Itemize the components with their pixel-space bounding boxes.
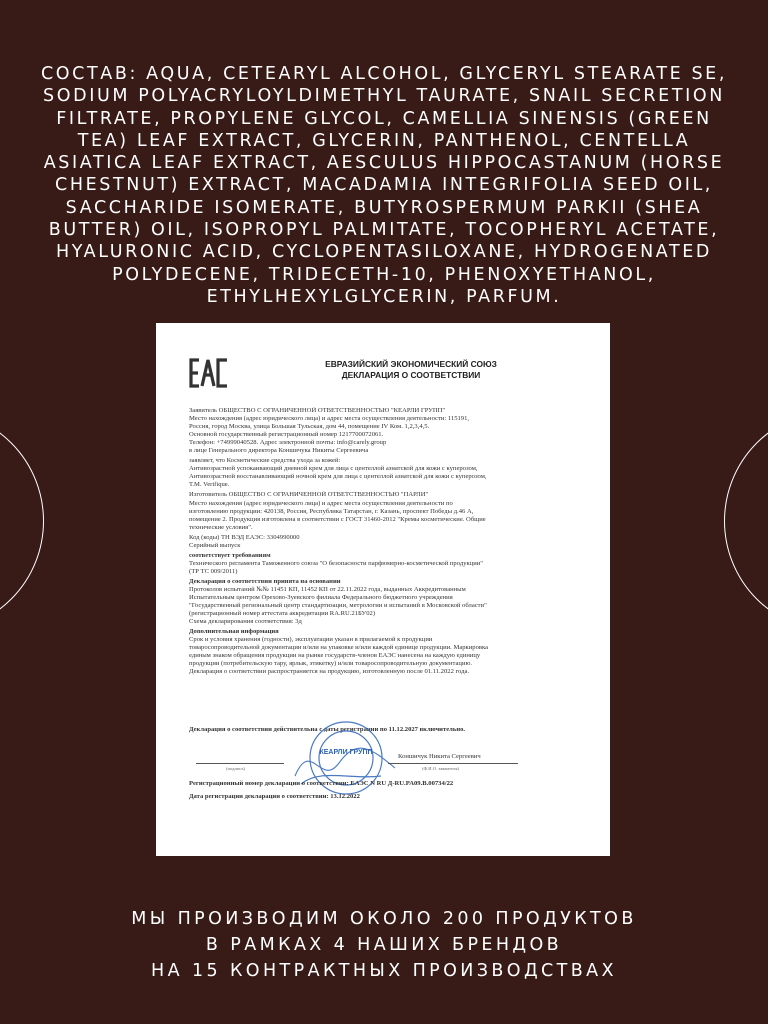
certificate-line: Телефон: +74999040528. Адрес электронной почты: info@carely.group — [189, 439, 387, 447]
certificate-line: Схема декларирования соответствия: 3д — [189, 618, 302, 626]
certificate-line: Изготовитель ОБЩЕСТВО С ОГРАНИЧЕННОЙ ОТВЕТСТВЕННОСТЬЮ "ПАРЛИ" — [189, 491, 429, 499]
footer-line: В РАМКАХ 4 НАШИХ БРЕНДОВ — [205, 935, 563, 955]
certificate-line: (регистрационный номер аттестата аккредитации RA.RU.21БУ02) — [189, 610, 376, 618]
certificate-line: Место нахождения (адрес юридического лица) и адрес места осуществления деятельности по — [189, 499, 453, 507]
certificate-line: Место нахождения (адрес юридического лица) и адрес места осуществления деятельности: 115191, — [189, 415, 470, 423]
ingredients-line: BUTTER) OIL, ISOPROPYL PALMITATE, TOCOPHERYL ACETATE, — [48, 220, 720, 241]
certificate-line: Срок и условия хранения (годности), эксплуатации указан в прилагаемой к продукции — [189, 636, 433, 644]
ingredients-line: HYALURONIC ACID, CYCLOPENTASILOXANE, HYDROGENATED — [55, 242, 712, 263]
signature-caption: (подпись) — [226, 766, 246, 771]
certificate-line: Декларация о соответствии распространяется на продукцию, изготовленную после 01.11.2022 года. — [189, 668, 470, 676]
decorative-arc-right — [724, 410, 768, 632]
certificate-line: Технического регламента Таможенного союза "О безопасности парфюмерно-косметической продукции" — [189, 559, 483, 567]
registration-date: Дата регистрации декларации о соответствии: 13.12.2022 — [189, 793, 360, 800]
certificate-line: (ТР ТС 009/2011) — [189, 567, 238, 575]
certificate-line: в лице Генерального директора Коншичука Никиты Сергеевича — [189, 447, 369, 455]
ingredients-line: FILTRATE, PROPYLENE GLYCOL, CAMELLIA SINENSIS (GREEN — [56, 108, 712, 129]
certificate-line: Основной государственный регистрационный номер 1217700072061. — [189, 431, 384, 439]
certificate-line: технические условия". — [189, 523, 253, 531]
registration-number: Регистрационный номер декларации о соответствии: ЕАЭС N RU Д-RU.PA09.B.00734/22 — [189, 780, 454, 787]
certificate-line: Дополнительная информация — [189, 628, 279, 636]
certificate-union-title: ЕВРАЗИЙСКИЙ ЭКОНОМИЧЕСКИЙ СОЮЗ — [325, 359, 497, 369]
ingredients-line: POLYDECENE, TRIDECETH-10, PHENOXYETHANOL, — [112, 264, 656, 285]
certificate-line: Заявитель ОБЩЕСТВО С ОГРАНИЧЕННОЙ ОТВЕТСТВЕННОСТЬЮ "КЕАРЛИ ГРУПП" — [189, 407, 446, 414]
signature-line — [196, 763, 284, 764]
certificate-doc-title: ДЕКЛАРАЦИЯ О СООТВЕТСТВИИ — [341, 369, 481, 380]
declaration-certificate — [156, 323, 610, 856]
decorative-arc-left — [0, 410, 44, 632]
certificate-line: Протоколов испытаний №№ 11451 КП, 11452 КП от 22.11.2022 года, выданных Аккредитованным — [189, 585, 466, 593]
certificate-line: Серийный выпуск — [189, 541, 241, 549]
certificate-line: Испытательным центром Орехово-Зуевского филиала Федерального бюджетного учреждения — [189, 594, 453, 602]
footer-line: НА 15 КОНТРАКТНЫХ ПРОИЗВОДСТВАХ — [151, 961, 617, 981]
footer-line: МЫ ПРОИЗВОДИМ ОКОЛО 200 ПРОДУКТОВ — [131, 909, 637, 929]
ingredients-line: SODIUM POLYACRYLOYLDIMETHYL TAURATE, SNAIL SECRETION — [43, 86, 725, 107]
certificate-line: Код (коды) ТН ВЭД ЕАЭС: 3304990000 — [189, 533, 300, 541]
signatory-name: Коншичук Никита Сергеевич — [398, 753, 481, 760]
eac-logo — [189, 358, 229, 388]
ingredients-line: ETHYLHEXYLGLYCERIN, PARFUM. — [206, 286, 562, 307]
certificate-line: продукции (потребительскую тару, ярлык, этикетку) и/или товаросопроводительную документацию. — [189, 660, 473, 668]
ingredients-line: СОСТАВ: AQUA, CETEARYL ALCOHOL, GLYCERYL STEARATE SE, — [40, 64, 727, 84]
name-caption: (Ф.И.О. заявителя) — [422, 766, 459, 771]
certificate-line: помещение 2. Продукция изготовлена в соответствии с ГОСТ 31460-2012 "Кремы косметические. Общие — [189, 515, 486, 523]
certificate-line: Декларация о соответствии принята на основании — [189, 577, 341, 585]
name-line — [388, 763, 518, 764]
certificate-line: "Государственный региональный центр стандартизации, метрологии и испытаний в Московской области" — [189, 602, 487, 610]
certificate-line: Антивозрастной успокаивающий дневной крем для лица с центеллой азиатской для кожи с куперозом, — [189, 465, 478, 473]
certificate-body — [189, 407, 589, 677]
ingredients-line: ASIATICA LEAF EXTRACT, AESCULUS HIPPOCASTANUM (HORSE — [43, 153, 725, 174]
certificate-header — [296, 359, 526, 380]
footer-text — [0, 906, 768, 984]
certificate-line: соответствует требованиям — [189, 551, 271, 559]
ingredients-line: TEA) LEAF EXTRACT, GLYCERIN, PANTHENOL, CENTELLA — [77, 130, 691, 151]
ingredients-line: CHESTNUT) EXTRACT, MACADAMIA INTEGRIFOLIA SEED OIL, — [55, 175, 713, 196]
certificate-line: единым знаком обращения продукции на рынке государств-членов ЕАЭС нанесена на каждую единицу — [189, 652, 481, 660]
certificate-line: товаросопроводительной документации и/или на упаковке и/или каждой единице продукции. Маркировка — [189, 644, 489, 652]
certificate-line: Россия, город Москва, улица Большая Тульская, дом 44, помещение IV Ком. 1,2,3,4,5. — [189, 423, 430, 431]
validity-statement: Декларация о соответствии действительна с даты регистрации по 11.12.2027 включительно. — [189, 726, 466, 733]
stamp-text: КЕАРЛИ ГРУПП — [319, 749, 373, 756]
ingredients-line: SACCHARIDE ISOMERATE, BUTYROSPERMUM PARKII (SHEA — [65, 197, 703, 218]
certificate-line: заявляет, что Косметические средства ухода за кожей: — [189, 457, 341, 465]
composition-block — [30, 63, 738, 308]
certificate-line: Т.М. Verifique. — [189, 481, 230, 489]
certificate-line: изготовлению продукции: 420138, Россия, Республика Татарстан, г. Казань, проспект Победы д.46 А, — [189, 507, 474, 515]
certificate-line: Антивозрастной восстанавливающий ночной крем для лица с центеллой азиатской для кожи с куперозом, — [189, 473, 487, 481]
ingredients-text — [30, 63, 738, 308]
